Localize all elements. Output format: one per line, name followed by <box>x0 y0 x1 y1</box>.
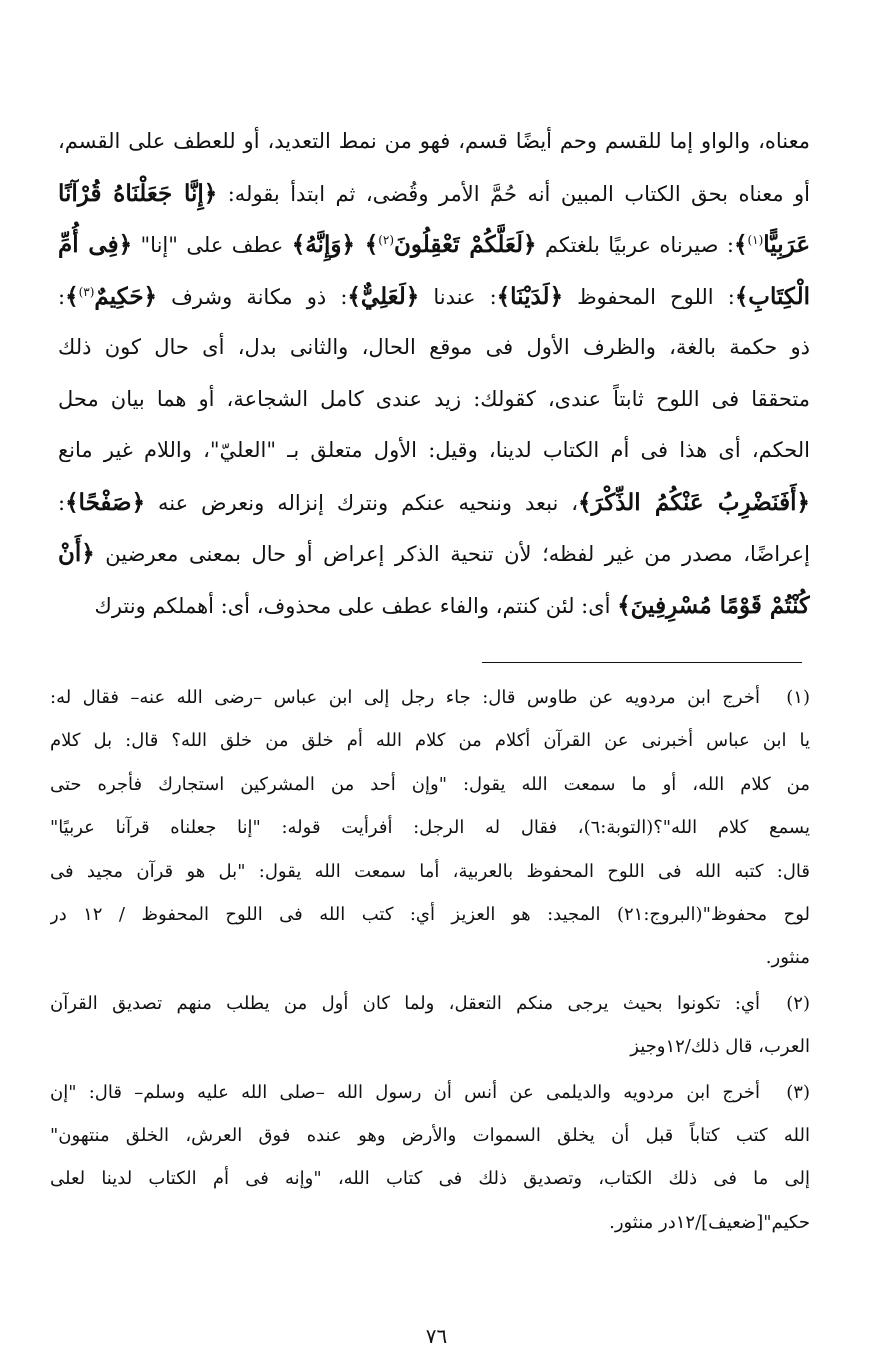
text-run: الحكم، أى هذا فى أم الكتاب لدينا، وقيل: الأول متعلق بـ "العليّ"، واللام غير مانع <box>58 438 810 462</box>
footnote-body <box>50 676 810 980</box>
footnote-number: (٣) <box>786 1081 810 1103</box>
text-line <box>58 271 810 323</box>
quran-quote: ﴿فِى أُمِّ <box>58 231 133 258</box>
quran-quote: ﴿لَدَيْنَا﴾ <box>496 282 564 310</box>
text-run: : عندنا <box>419 284 497 309</box>
quran-quote: ﴿لَعَلِيٌّ﴾ <box>347 282 420 310</box>
text-run: عطف على "إنا" <box>132 233 292 257</box>
main-text-block <box>58 116 810 631</box>
quran-quote: الْكِتَابِ﴾ <box>734 282 810 310</box>
footnote-number: (٢) <box>786 992 810 1014</box>
quran-quote: ﴿إِنَّا جَعَلْنَاهُ قُرْآنًا <box>58 179 218 207</box>
footnote-line: أخرج ابن مردويه والديلمى عن أنس أن رسول الله –صلى الله عليه وسلم– قال: "إن <box>50 1081 760 1103</box>
quran-quote: ﴾ ﴿وَإِنَّهُ﴾ <box>291 231 379 258</box>
footnotes-block <box>50 676 810 1246</box>
quran-quote: ﴾ <box>65 282 79 310</box>
footnote <box>50 676 810 980</box>
footnote-line: حكيم"[ضعيف]/١٢در منثور. <box>609 1211 810 1233</box>
footnote-body <box>50 1071 810 1245</box>
footnote <box>50 1071 810 1245</box>
text-run: : اللوح المحفوظ <box>563 284 735 309</box>
text-line <box>58 219 810 271</box>
footnote-ref: (١) <box>747 233 764 247</box>
quran-quote: ﴿حَكِيمٌ <box>94 282 158 310</box>
text-line <box>58 374 810 426</box>
footnote-ref: (٢) <box>378 233 395 247</box>
text-run: : <box>58 284 66 309</box>
footnote-line: إلى ما فى ذلك الكتاب، وتصديق ذلك فى كتاب الله، "وإنه فى أم الكتاب لدينا لعلى <box>50 1168 810 1190</box>
footnote-line: من كلام الله، أو ما سمعت الله يقول: "وإن أحد من المشركين استجارك فأجره حتى <box>50 773 810 795</box>
footnote-line: أي: تكونوا بحيث يرجى منكم التعقل، ولما كان أول من يطلب منهم تصديق القرآن <box>50 992 760 1014</box>
quran-quote: عَرَبِيًّا <box>763 231 810 258</box>
footnote-line: الله كتب كتاباً قبل أن يخلق السموات والأرض وهو عنده فوق العرش، الخلق منتهون" <box>50 1124 810 1146</box>
text-run: ، نبعد وننحيه عنكم ونترك إنزاله ونعرض عنه <box>145 490 579 515</box>
quran-quote: ﴾ <box>733 231 748 258</box>
footnote-line: يسمع كلام الله"؟(التوبة:٦)، فقال له الرجل: أفرأيت قوله: "إنا جعلناه قرآنا عربيًا" <box>50 817 810 839</box>
text-line <box>58 322 810 374</box>
footnote <box>50 982 810 1069</box>
quran-quote: ﴿صَفْحًا﴾ <box>65 488 146 516</box>
footnote-line: قال: كتبه الله فى اللوح المحفوظ بالعربية، أما سمعت الله يقول: "بل هو قرآن مجيد فى <box>50 860 810 882</box>
footnote-line: العرب، قال ذلك/١٢وجيز <box>630 1036 810 1058</box>
footnote-body <box>50 982 810 1069</box>
quran-quote: ﴿لَعَلَّكُمْ تَعْقِلُونَ <box>394 231 537 258</box>
text-line <box>58 116 810 168</box>
footnote-separator <box>482 662 802 663</box>
text-run: : صيرناه عربيًا بلغتكم <box>536 233 734 257</box>
text-line <box>58 425 810 477</box>
quran-quote: كُنْتُمْ قَوْمًا مُسْرِفِينَ﴾ <box>617 591 810 619</box>
text-run: أو معناه بحق الكتاب المبين أنه حُمَّ الأمر وقُضى، ثم ابتدأ بقوله: <box>217 181 810 206</box>
quran-quote: ﴿أَفَنَضْرِبُ عَنْكُمُ الذِّكْرَ﴾ <box>578 488 810 516</box>
page-number: ٧٦ <box>425 1324 448 1348</box>
text-line <box>58 580 810 632</box>
footnote-line: لوح محفوظ"(البروج:٢١) المجيد: هو العزيز أي: كتب الله فى اللوح المحفوظ / ١٢ در <box>50 903 810 925</box>
text-run: أى: لئن كنتم، والفاء عطف على محذوف، أى: أهملكم ونترك <box>94 593 618 618</box>
text-run: : ذو مكانة وشرف <box>157 284 348 309</box>
text-run: معناه، والواو إما للقسم وحم أيضًا قسم، فهو من نمط التعديد، أو للعطف على القسم، <box>58 129 810 153</box>
quran-quote: ﴿أَنْ <box>58 540 95 567</box>
footnote-line: منثور. <box>765 947 810 969</box>
text-line <box>58 528 810 580</box>
footnote-line: أخرج ابن مردويه عن طاوس قال: جاء رجل إلى ابن عباس –رضى الله عنه– فقال له: <box>50 687 760 708</box>
footnote-ref: (٣) <box>78 284 95 299</box>
text-line <box>58 168 810 220</box>
footnote-line: يا ابن عباس أخبرنى عن القرآن أكلام من كلام الله أم خلق من خلق الله؟ قال: بل كلام <box>50 730 810 752</box>
text-line <box>58 477 810 529</box>
text-run: ذو حكمة بالغة، والظرف الأول فى موقع الحال، والثانى بدل، أى حال كون ذلك <box>58 335 810 359</box>
text-run: متحققا فى اللوح ثابتاً عندى، كقولك: زيد عندى كامل الشجاعة، أو هما بيان محل <box>58 386 810 411</box>
text-run: إعراضًا، مصدر من غير لفظه؛ لأن تنحية الذكر إعراض أو حال بمعنى معرضين <box>94 542 810 566</box>
footnote-number: (١) <box>786 687 810 708</box>
text-run: : <box>58 490 66 515</box>
